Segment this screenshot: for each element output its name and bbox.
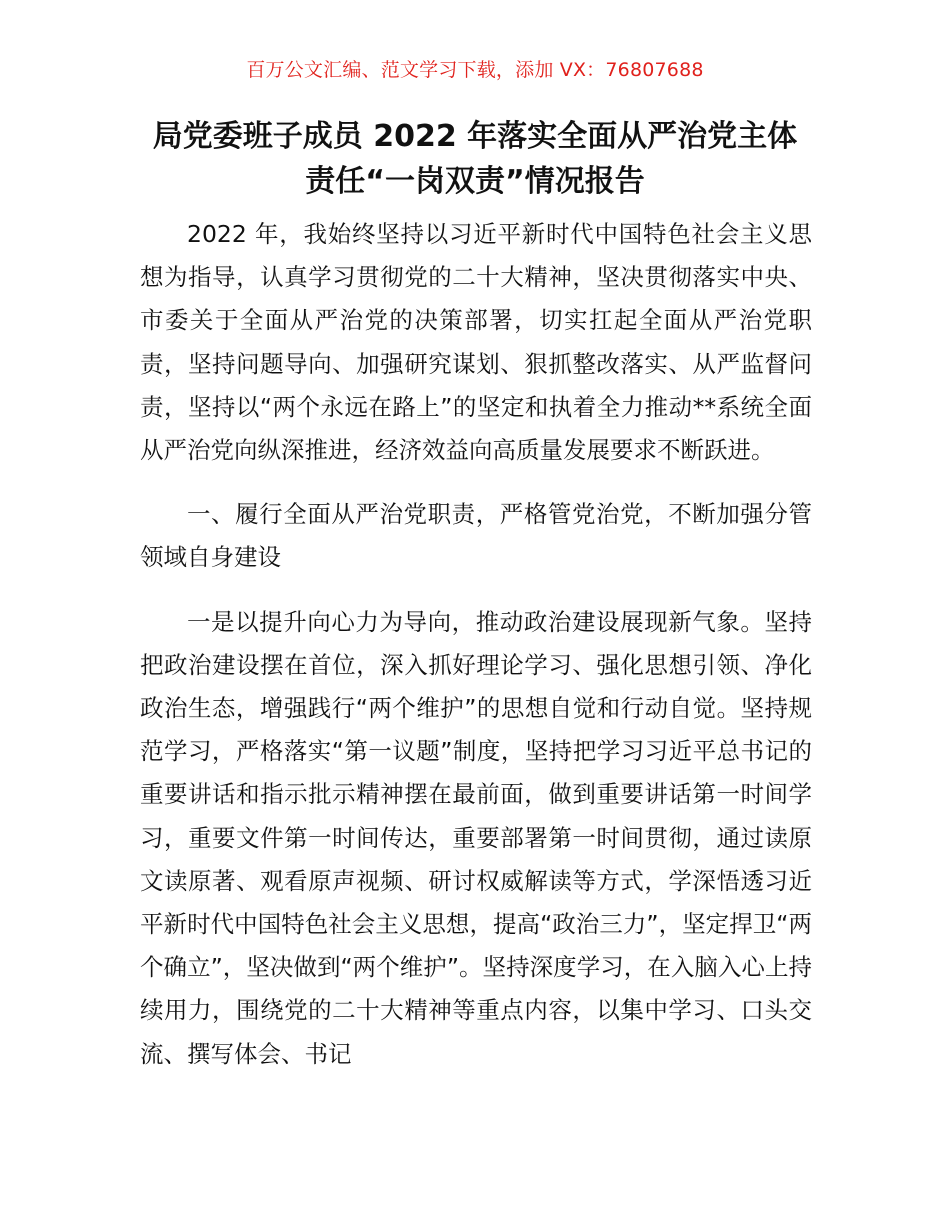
document-title [120,114,830,204]
title-line-1: 局党委班子成员 2022 年落实全面从严治党主体 [152,119,798,154]
title-line-2: 责任“一岗双责”情况报告 [305,164,645,199]
intro-paragraph: 2022 年，我始终坚持以习近平新时代中国特色社会主义思想为指导，认真学习贯彻党的二十大精神，坚决贯彻落实中央、市委关于全面从严治党的决策部署，切实扛起全面从严治党职责，坚持问题导向、加强研究谋划、狠抓整改落实、从严监督问责，坚持以“两个永远在路上”的坚定和执着全力推动**系统全面从严治党向纵深推进，经济效益向高质量发展要求不断跃进。 [140,220,812,465]
body-paragraph: 一是以提升向心力为导向，推动政治建设展现新气象。坚持把政治建设摆在首位，深入抓好理论学习、强化思想引领、净化政治生态，增强践行“两个维护”的思想自觉和行动自觉。坚持规范学习，严格落实“第一议题”制度，坚持把学习习近平总书记的重要讲话和指示批示精神摆在最前面，做到重要讲话第一时间学习，重要文件第一时间传达，重要部署第一时间贯彻，通过读原文读原著、观看原声视频、研讨权威解读等方式，学深悟透习近平新时代中国特色社会主义思想，提高“政治三力”，坚定捍卫“两个确立”，坚决做到“两个维护”。坚持深度学习，在入脑入心上持续用力，围绕党的二十大精神等重点内容，以集中学习、口头交流、撰写体会、书记 [140,607,812,1068]
document-body [140,213,812,1076]
watermark-header: 百万公文汇编、范文学习下载，添加 VX：76807688 [246,59,704,81]
section-heading-1: 一、履行全面从严治党职责，严格管党治党，不断加强分管领域自身建设 [140,500,812,572]
